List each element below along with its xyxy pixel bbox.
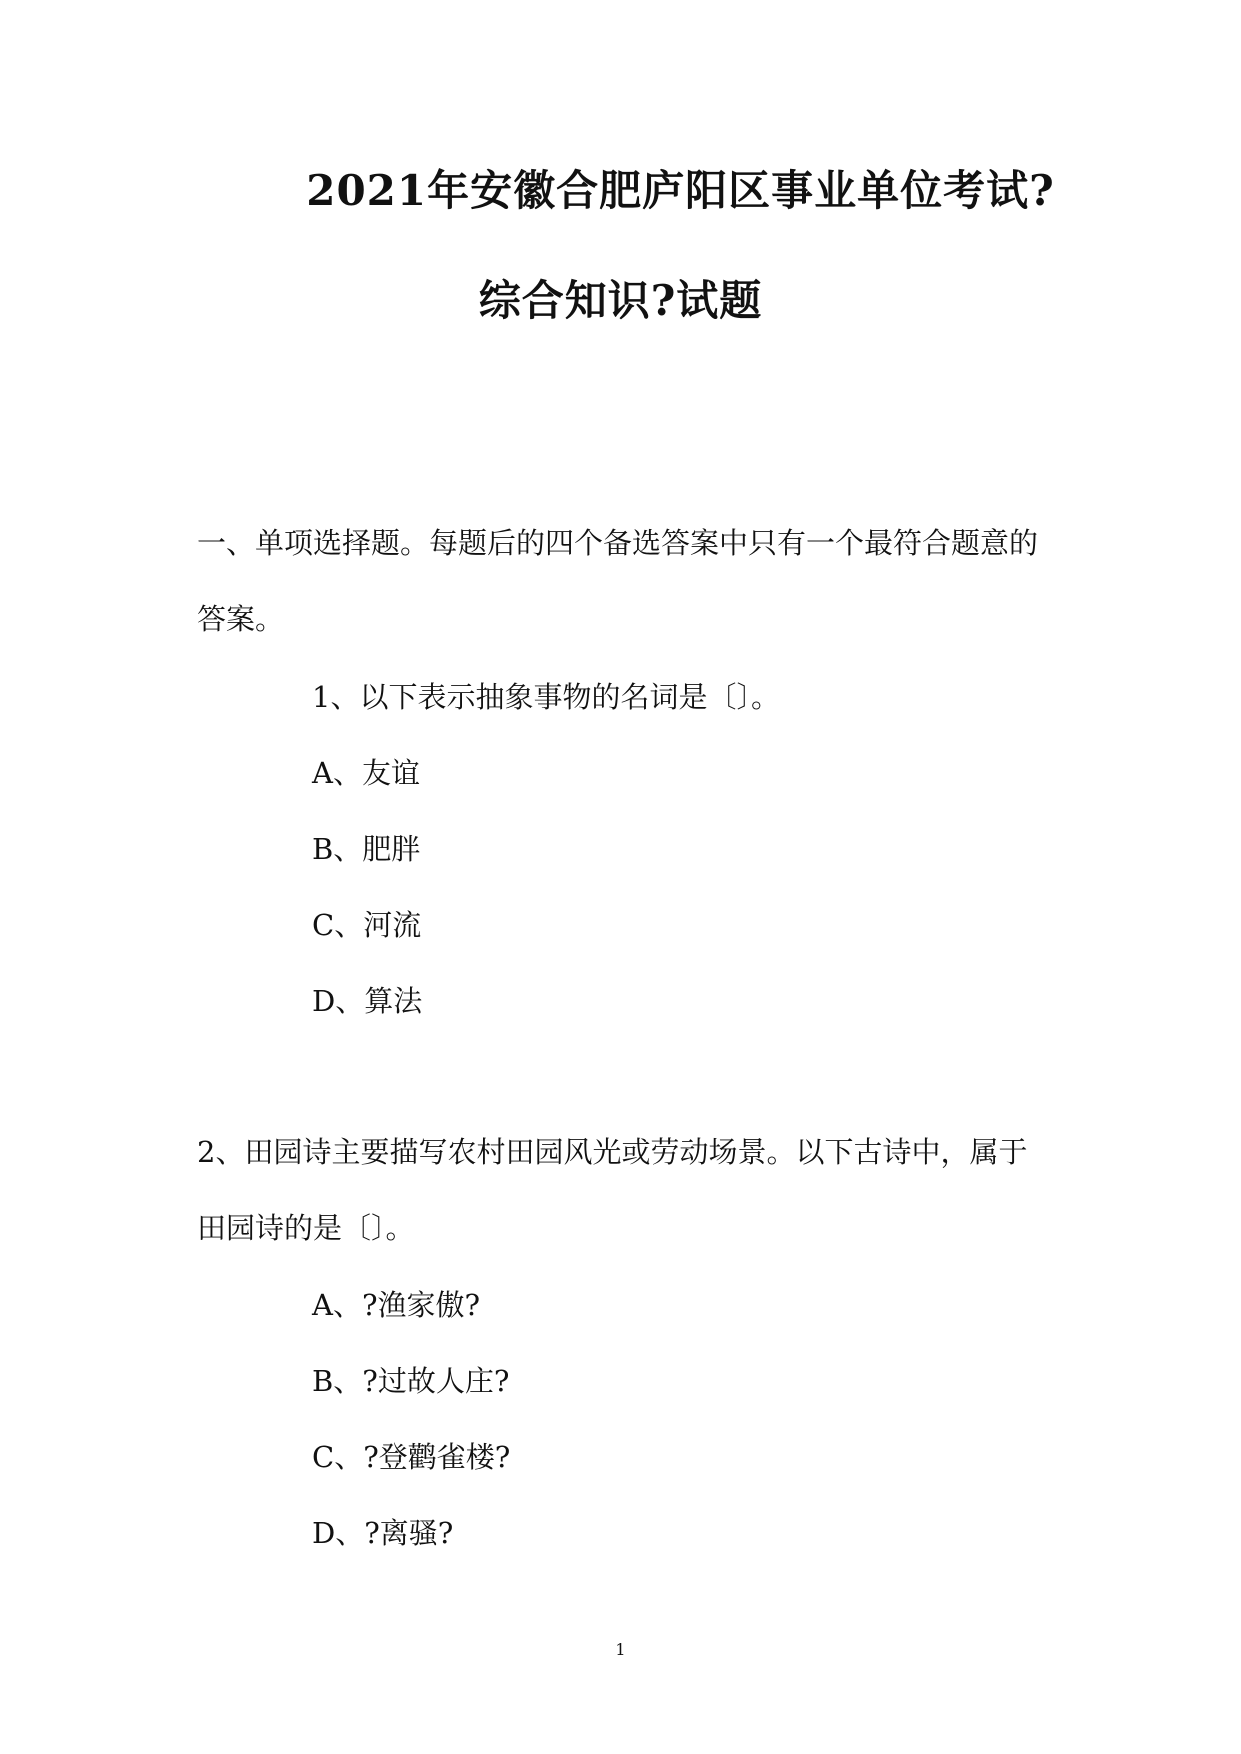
- question-2-option-a: A、?渔家傲?: [312, 1288, 481, 1322]
- question-1-option-c: C、河流: [312, 908, 422, 942]
- document-title-line-2: 综合知识?试题: [478, 276, 763, 325]
- document-title-line-1: 2021年安徽合肥庐阳区事业单位考试?: [306, 166, 1055, 215]
- question-2-option-b: B、?过故人庄?: [312, 1364, 510, 1398]
- question-2-stem-line-1: 2、田园诗主要描写农村田园风光或劳动场景。以下古诗中，属于: [197, 1135, 1028, 1169]
- question-2-option-c: C、?登鹳雀楼?: [312, 1440, 511, 1474]
- question-2-option-d: D、?离骚?: [312, 1516, 454, 1550]
- question-1-stem: 1、以下表示抽象事物的名词是〔〕。: [312, 680, 780, 714]
- page-number: 1: [615, 1640, 626, 1659]
- question-1-option-b: B、肥胖: [312, 832, 421, 866]
- question-1-option-d: D、算法: [312, 984, 423, 1018]
- question-1-option-a: A、友谊: [312, 756, 420, 790]
- section-intro-line-1: 一、单项选择题。每题后的四个备选答案中只有一个最符合题意的: [197, 526, 1039, 560]
- question-2-stem-line-2: 田园诗的是〔〕。: [197, 1211, 415, 1245]
- section-intro-line-2: 答案。: [197, 602, 285, 636]
